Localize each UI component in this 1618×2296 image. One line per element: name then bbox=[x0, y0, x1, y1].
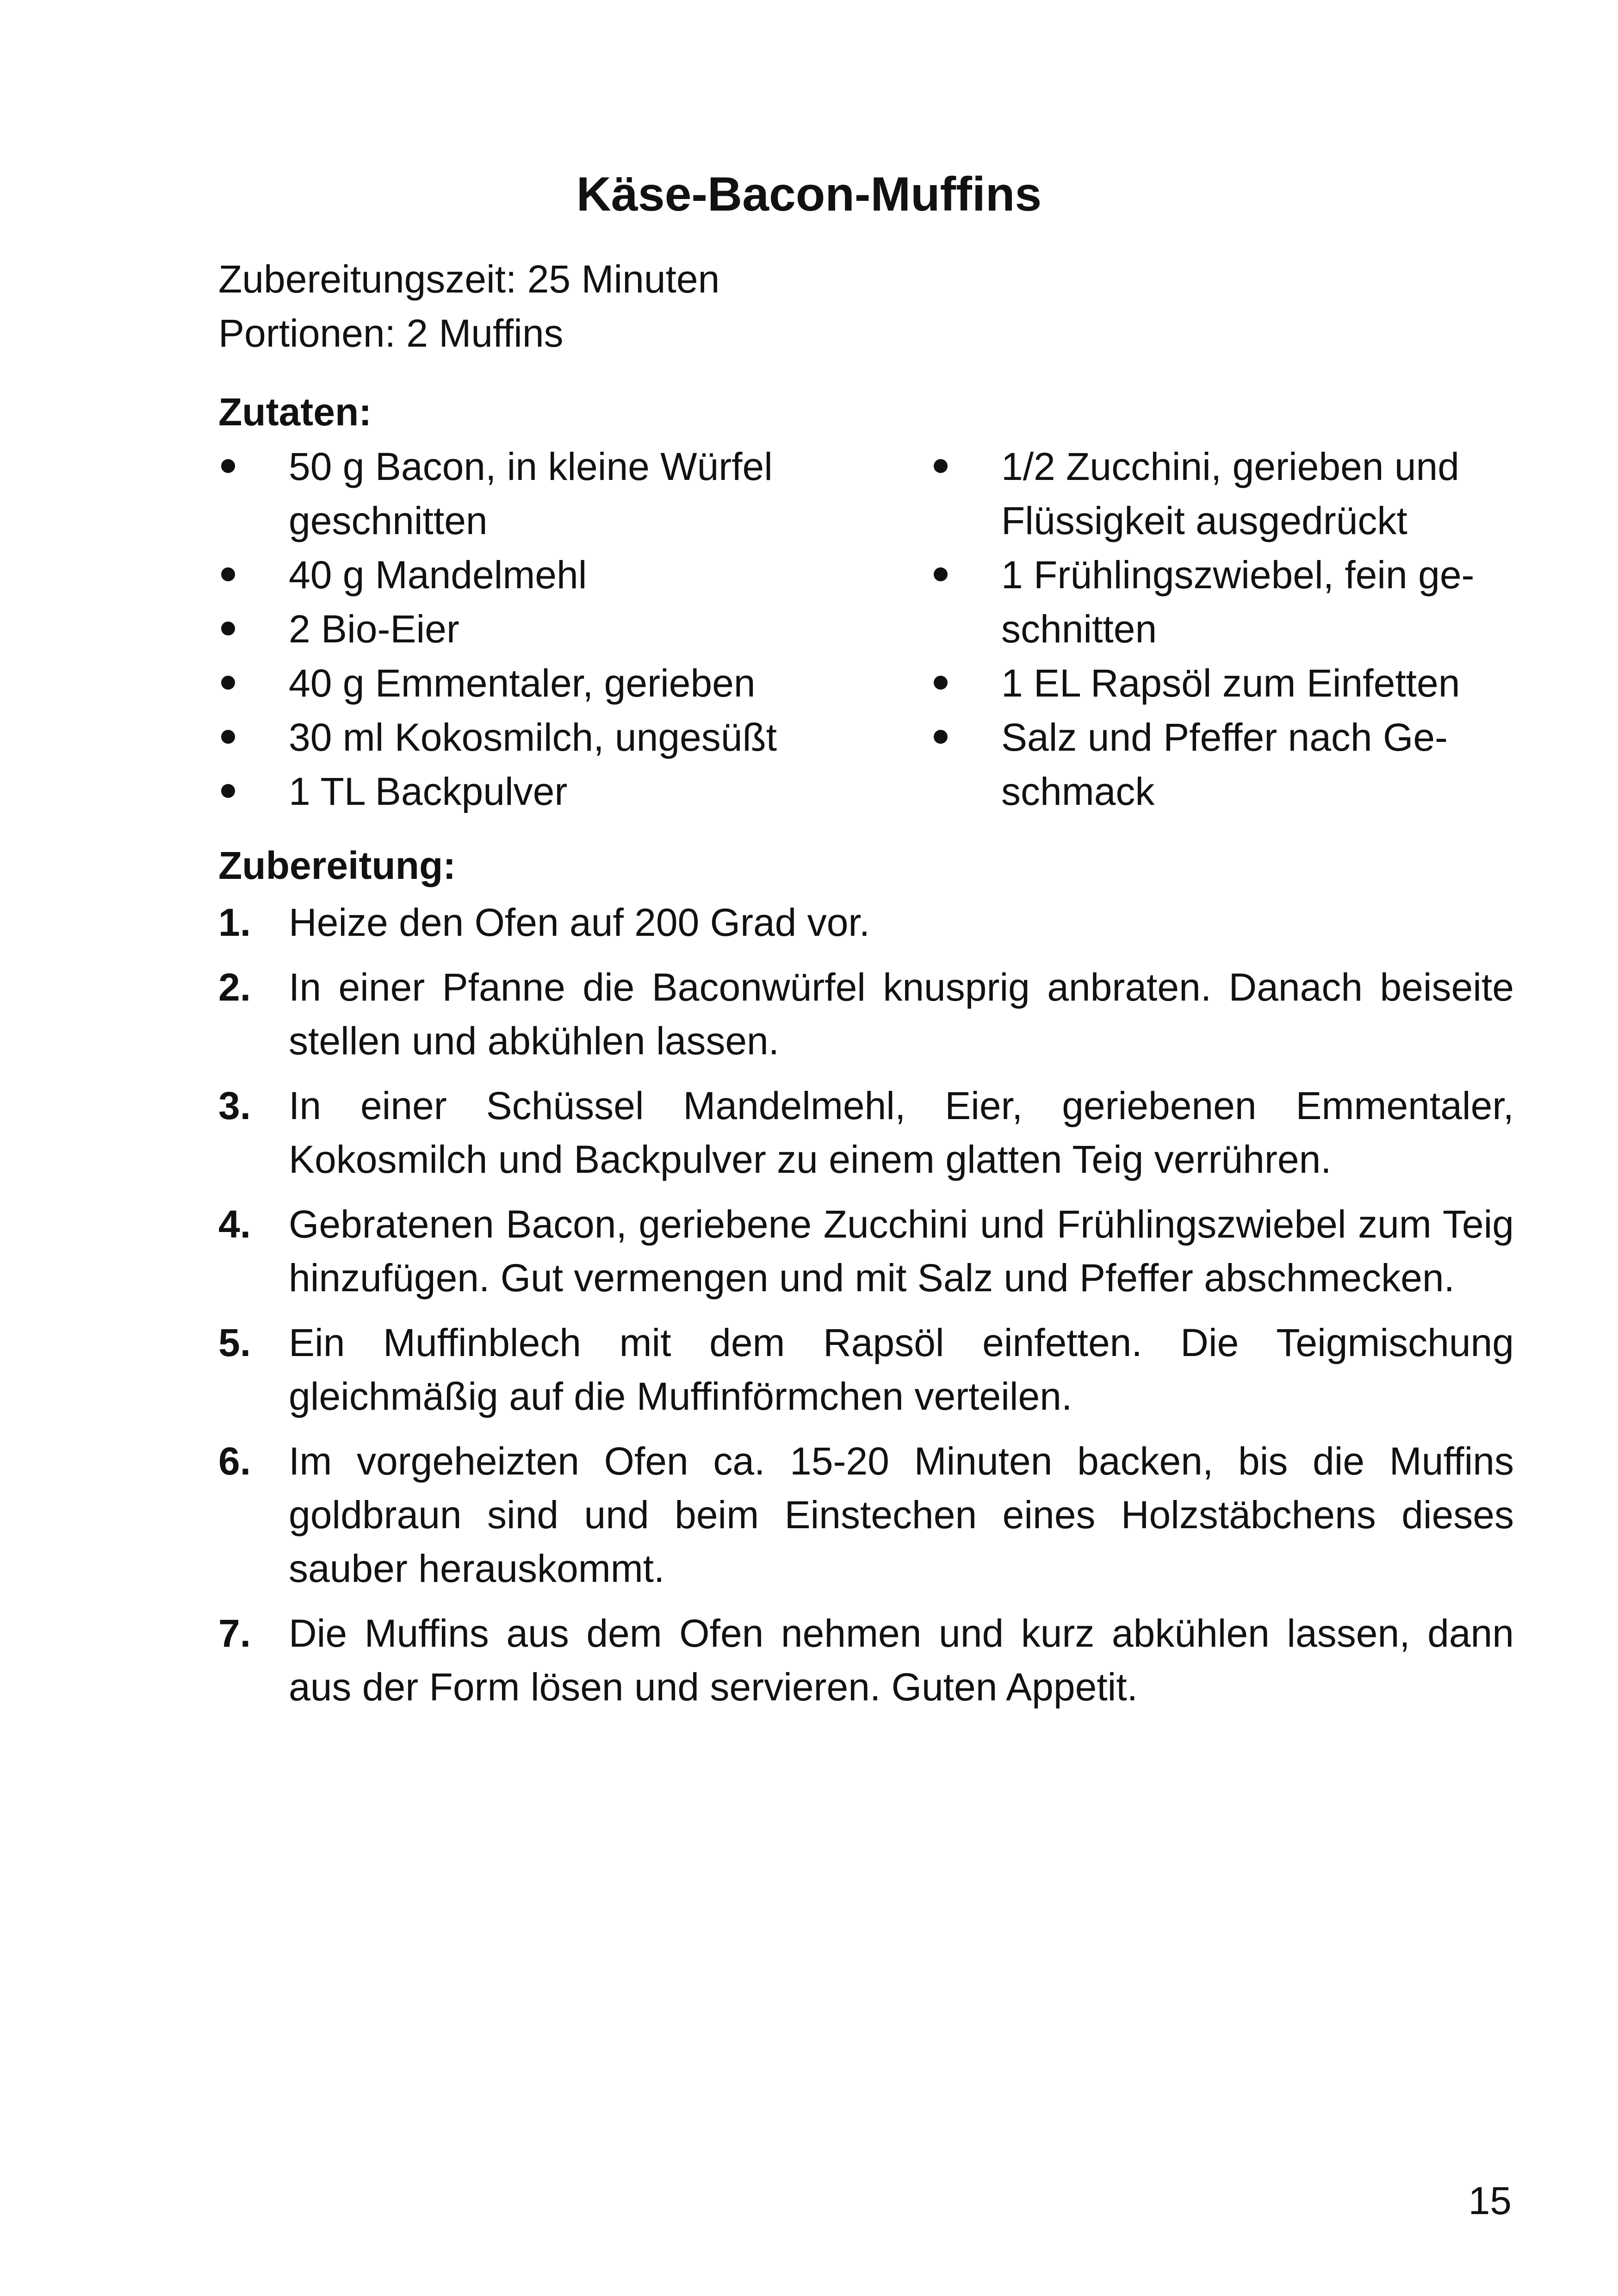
ingredient-item: 2 Bio-Eier bbox=[289, 607, 459, 651]
step-text: Gebratenen Bacon, geriebene Zucchini und Frühlingszwiebel zum Teig hinzufügen. Gut vermengen und mit Salz und Pfeffer abschmecken. bbox=[289, 1202, 1514, 1300]
recipe-title: Käse-Bacon-Muffins bbox=[576, 168, 1042, 221]
ingredient-item: 30 ml Kokosmilch, ungesüßt bbox=[289, 716, 777, 759]
step-number: 6. bbox=[218, 1439, 251, 1483]
step-text: In einer Schüssel Mandelmehl, Eier, geriebenen Emmentaler, Kokosmilch und Backpulver zu einem glatten Teig verrühren. bbox=[289, 1084, 1514, 1181]
ingredients-heading: Zutaten: bbox=[218, 390, 372, 434]
step-item bbox=[218, 1316, 1514, 1423]
servings: Portionen: 2 Muffins bbox=[218, 311, 564, 355]
ingredients-list-right bbox=[931, 440, 1532, 819]
step-text: Heize den Ofen auf 200 Grad vor. bbox=[289, 901, 870, 944]
ingredient-item: 40 g Emmentaler, gerieben bbox=[289, 661, 756, 705]
ingredient-item: 40 g Mandelmehl bbox=[289, 553, 587, 597]
ingredient-item: Salz und Pfeffer nach Ge-schmack bbox=[1001, 716, 1448, 813]
step-text: Im vorgeheizten Ofen ca. 15-20 Minuten backen, bis die Muffins goldbraun sind und beim Einstechen eines Holzstäbchens dieses sauber herauskommt. bbox=[289, 1439, 1514, 1590]
step-item bbox=[218, 960, 1514, 1068]
step-number: 3. bbox=[218, 1084, 251, 1127]
step-item bbox=[218, 1606, 1514, 1714]
ingredient-item: 1 EL Rapsöl zum Einfetten bbox=[1001, 661, 1460, 705]
ingredients-list-left bbox=[218, 440, 875, 819]
step-number: 5. bbox=[218, 1321, 251, 1364]
step-item bbox=[218, 896, 1514, 949]
page-number: 15 bbox=[1468, 2179, 1512, 2222]
preparation-steps bbox=[218, 896, 1514, 1725]
step-item bbox=[218, 1197, 1514, 1305]
prep-time: Zubereitungszeit: 25 Minuten bbox=[218, 257, 720, 301]
step-number: 1. bbox=[218, 901, 251, 944]
preparation-heading: Zubereitung: bbox=[218, 844, 456, 887]
step-text: Ein Muffinblech mit dem Rapsöl einfetten. Die Teigmischung gleichmäßig auf die Muffinförmchen verteilen. bbox=[289, 1321, 1514, 1418]
step-item bbox=[218, 1079, 1514, 1186]
step-number: 7. bbox=[218, 1612, 251, 1655]
step-text: Die Muffins aus dem Ofen nehmen und kurz abkühlen lassen, dann aus der Form lösen und servieren. Guten Appetit. bbox=[289, 1612, 1514, 1709]
step-number: 4. bbox=[218, 1202, 251, 1246]
ingredient-item: 50 g Bacon, in kleine Würfel geschnitten bbox=[289, 445, 773, 542]
ingredient-item: 1 Frühlingszwiebel, fein ge-schnitten bbox=[1001, 553, 1475, 651]
ingredient-item: 1/2 Zucchini, gerieben und Flüssigkeit ausgedrückt bbox=[1001, 445, 1459, 542]
recipe-meta bbox=[218, 252, 719, 361]
step-text: In einer Pfanne die Baconwürfel knusprig anbraten. Danach beiseite stellen und abkühlen lassen. bbox=[289, 965, 1514, 1063]
step-number: 2. bbox=[218, 965, 251, 1009]
ingredient-item: 1 TL Backpulver bbox=[289, 770, 568, 813]
step-item bbox=[218, 1434, 1514, 1595]
